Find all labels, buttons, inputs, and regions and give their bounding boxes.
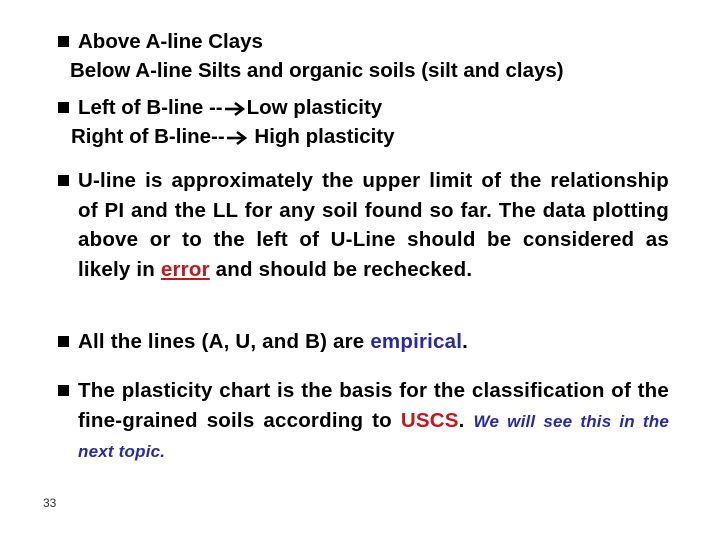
low-plasticity-label: Low plasticity	[246, 96, 383, 119]
u-line-paragraph	[78, 166, 669, 284]
bullet-item-b-line	[58, 96, 672, 152]
b-line-left-label: Left of B-line --	[78, 96, 223, 119]
next-topic-note: We will see this in the next topic.	[78, 411, 669, 461]
b-line-right-label: Right of B-line--	[71, 125, 225, 148]
bullet-item-plasticity-chart	[58, 376, 672, 466]
b-line-left-text	[78, 96, 382, 120]
a-line-silts-text: Below A-line Silts and organic soils (silt and clays)	[70, 59, 564, 82]
bullet-item-empirical	[58, 327, 672, 357]
a-line-clays-text: Above A-line Clays	[78, 30, 263, 53]
u-line-text: U-line is approximately the upper limit of the relationship of PI and the LL for any soil found so far. The data plotting above or to the left of U-Line should be considered as likely in	[78, 169, 669, 281]
square-bullet-icon	[58, 336, 69, 347]
square-bullet-icon	[58, 102, 69, 113]
square-bullet-icon	[58, 385, 69, 396]
square-bullet-icon	[58, 175, 69, 186]
error-highlight: error	[160, 257, 210, 281]
page-number: 33	[43, 496, 57, 510]
plasticity-chart-text-end: .	[458, 408, 474, 432]
high-plasticity-label: High plasticity	[248, 125, 395, 148]
uscs-highlight: USCS	[400, 408, 459, 432]
empirical-highlight: empirical	[370, 330, 463, 353]
plasticity-chart-text: The plasticity chart is the basis for the classification of the fine-grained soils according to	[78, 379, 669, 432]
b-line-right-text	[71, 125, 395, 149]
u-line-text-end: and should be rechecked.	[209, 257, 473, 281]
square-bullet-icon	[58, 36, 69, 47]
right-arrow-icon	[224, 101, 246, 117]
empirical-text-end: .	[462, 330, 469, 353]
bullet-item-a-line	[58, 30, 672, 86]
plasticity-chart-paragraph	[78, 376, 669, 467]
empirical-text: All the lines (A, U, and B) are	[78, 330, 371, 353]
bullet-item-u-line	[58, 166, 672, 316]
right-arrow-icon	[226, 130, 248, 146]
empirical-paragraph	[78, 327, 669, 357]
